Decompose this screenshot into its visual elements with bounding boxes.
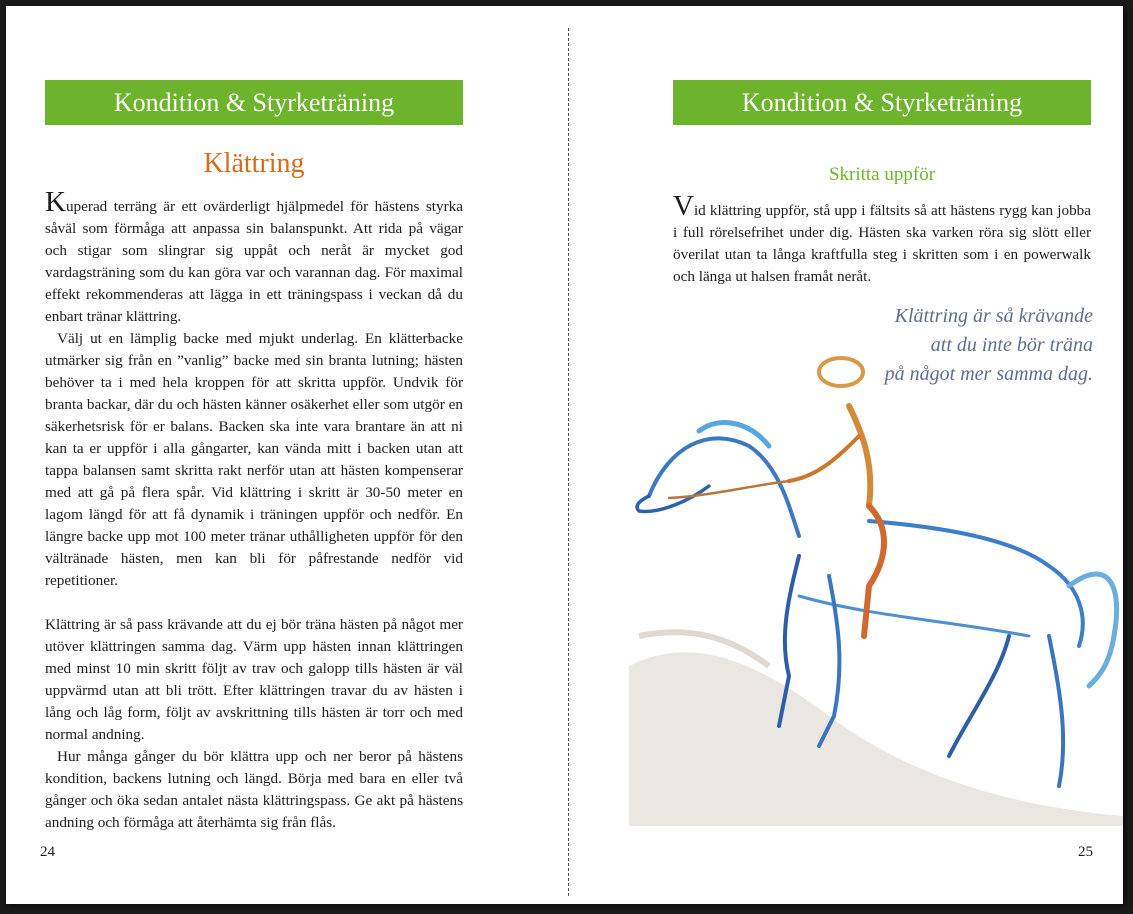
pull-quote: Klättring är så krävande att du inte bör träna på något mer samma dag. <box>884 305 1093 385</box>
horse-tail <box>1069 574 1117 686</box>
paragraph: Kuperad terräng är ett ovärderligt hjälpmedel för hästens styrka såväl som förmåga att anpassa sin balanspunkt. Att rida på vägar och stigar som slingrar sig uppåt och neråt är mycket god vardagsträning som du kan göra var och varannan dag. För maximal effekt rekommenderas att lägga in ett träningspass i veckan då du enbart tränar klättring. <box>45 186 463 325</box>
section-title: Klättring <box>203 148 305 179</box>
left-page <box>6 6 568 904</box>
paragraph: Välj ut en lämplig backe med mjukt underlag. En klätterbacke utmärker sig från en ”vanlig” backe med sin branta lutning; hästen behöver ta i med hela kroppen för att skritta uppför. Undvik för branta backar, där du och hästen känner osäkerhet eller som utgör en säkerhetsrisk för er balans. Backen ska inte vara brantare än att ni kan ta er uppför i alla gångarter, kan vända mitt i backen utan att tappa balansen samt skritta rakt nerför utan att hästen kompenserar med att gå på flera spår. Vid klättring i skritt är 30-50 meter en lagom längd för att få dynamik i träningen uppför och nedför. En längre backe upp mot 100 meter tränar uthålligheten uppför för den vältränade hästen, men kan bli för påfrestande nedför vid repetitioner. <box>45 330 463 589</box>
horse-neck <box>649 438 799 536</box>
chapter-banner: Kondition & Styrketräning <box>45 80 463 125</box>
rider-arm <box>789 436 859 481</box>
book-spread <box>6 6 1123 904</box>
rider-helmet <box>819 358 863 386</box>
paragraph: Vid klättring uppför, stå upp i fältsits så att hästens rygg kan jobba i full rörelsefrihet under dig. Hästen ska varken röra sig slött eller överilat utan ta långa kraftfulla steg i skritten som i en powerwalk och länga ut halsen framåt neråt. <box>673 190 1091 285</box>
body-text <box>45 186 463 834</box>
drop-cap: V <box>673 190 694 222</box>
rider-leg <box>864 506 884 636</box>
paragraph: Klättring är så pass krävande att du ej bör träna hästen på något mer utöver klättringen samma dag. Värm upp hästen innan klättringen med minst 10 min skritt följt av trav och galopp tills hästen är väl uppvärmd utan att bli trött. Efter klättringen travar du av hästen i lång och låg form, följt av avskrittning tills hästen är torr och med normal andning. <box>45 616 463 743</box>
body-text <box>673 190 1091 288</box>
rider-torso <box>849 406 870 506</box>
section-subtitle: Skritta uppför <box>828 164 936 185</box>
drop-cap: K <box>45 186 66 218</box>
page-number: 24 <box>40 844 55 860</box>
horse-rider-illustration <box>629 336 1123 826</box>
horse-hind-leg-1 <box>949 636 1009 756</box>
rider-reins <box>669 481 789 498</box>
horse-mane <box>699 423 769 446</box>
right-page <box>569 6 1123 904</box>
chapter-banner: Kondition & Styrketräning <box>673 80 1091 125</box>
paragraph: Hur många gånger du bör klättra upp och ner beror på hästens kondition, backens lutning och längd. Börja med bara en eller två gånger och öka sedan antalet nästa klättringspass. Ge akt på hästens andning och förmåga att återhämta sig från flås. <box>45 748 463 831</box>
horse-hind-leg-2 <box>1049 636 1063 786</box>
page-number: 25 <box>1078 844 1093 860</box>
hill-ground <box>629 652 1123 826</box>
